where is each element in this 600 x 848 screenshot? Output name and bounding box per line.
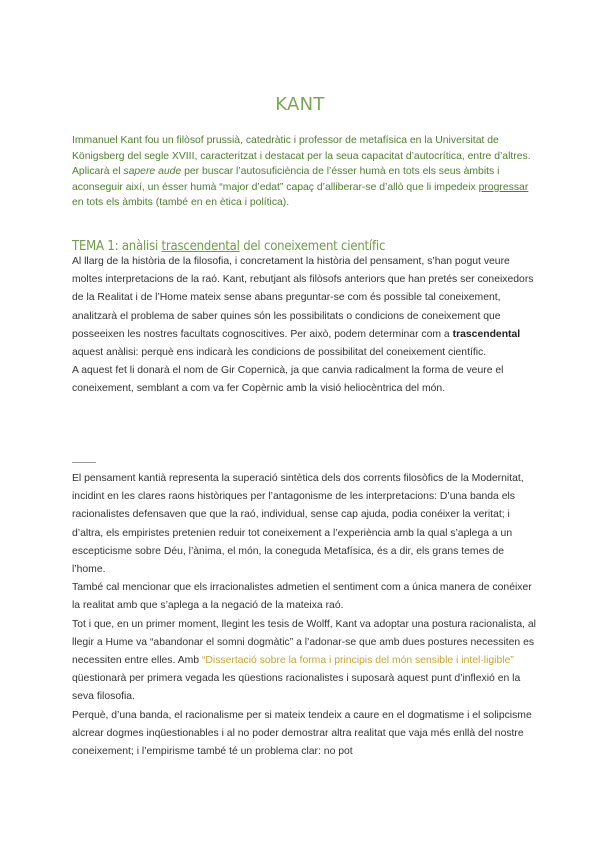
paragraph-1-text-2: aquest anàlisi: perquè ens indicarà les condicions de possibilitat del coneixement científic. [72, 347, 487, 359]
paragraph-1-main [72, 253, 537, 362]
intro-underlined-word: progressar [478, 181, 529, 193]
paragraph-2-c-text-1: Tot i que, en un primer moment, llegint les tesis de Wolff, Kant va adoptar una postura racionalista, al llegir a Hume va “abandonar el somni dogmàtic” a l’adonar-se que amb dues postures necessiten es necessiten entre elles. Amb [72, 618, 536, 667]
intro-text-2: per buscar l’autosuficiència de l’ésser humà en tots els seus àmbits i aconseguir així, un ésser humà “major d’edat” capaç d’alliberar-se d’allò que li impedeix [72, 166, 500, 193]
section-heading [72, 239, 385, 254]
section-heading-underlined: trascendental [161, 239, 240, 254]
paragraph-2 [72, 470, 537, 761]
paragraph-1-text-1: Al llarg de la història de la filosofia, i concretament la història del pensament, s’han pogut veure moltes interpretacions de la raó. Kant, rebutjant als filòsofs anteriors que han pretés ser coneixedors de la Realitat i de l’Home mateix sense abans preguntar-se com és possible tal coneixement, analitzarà el problema de saber quines són les possibilitats o condicions de coneixement que posseeixen les nostres facultats cognoscitives. Per això, podem determinar com a [72, 256, 534, 340]
paragraph-2-c [72, 616, 537, 707]
section-heading-prefix: TEMA 1: anàlisi [72, 239, 162, 254]
paragraph-1-second: A aquest fet li donarà el nom de Gir Copernicà, ja que canvia radicalment la forma de veure el coneixement, semblant a com va fer Copèrnic amb la visió heliocèntrica del món. [72, 365, 504, 395]
intro-italic-phrase: sapere aude [123, 166, 182, 177]
paragraph-2-d: Perquè, d’una banda, el racionalisme per si mateix tendeix a caure en el dogmatisme i el solipcisme alcrear dogmes inqüestionables i al no poder demostrar altra realitat que vaja més enllà del nostre coneixement; i l’empirisme també té un problema clar: no pot [72, 709, 532, 758]
intro-paragraph [72, 133, 532, 211]
document-title: KANT [275, 94, 325, 115]
paragraph-2-b: També cal mencionar que els irracionalistes admetien el sentiment com a única manera de conéixer la realitat amb que s’aplega a la negació de la mateixa raó. [72, 582, 532, 612]
dissertation-link[interactable]: “Dissertació sobre la forma i principis del món sensible i intel·ligible” [201, 655, 514, 667]
paragraph-2-a: El pensament kantià representa la superació sintètica dels dos corrents filosòfics de la Modernitat, incidint en les clares raons històriques per l’antagonisme de les interpretacions: D’una banda els racionalistes defensaven que que la raó, individual, sense cap ajuda, podia conéixer la veritat; i d’altra, els empiristes pretenien reduir tot coneixement a l’experiència amb la qual s’aplega a un escepticisme sobre Déu, l’ànima, el món, la coneguda Metafísica, és a dir, els grans temes de l’home. [72, 473, 524, 576]
intro-text-1: Immanuel Kant fou un filòsof prussià, catedràtic i professor de metafísica en la Universitat de Königsberg del segle XVIII, caracteritzat i destacat per la seua capacitat d’autocrítica, entre d’altres. Aplicarà el [72, 135, 531, 177]
intro-text-3: en tots els àmbits (també en en ètica i política). [72, 197, 290, 208]
paragraph-1-bold-term: trascendental [452, 328, 521, 340]
section-heading-suffix: del coneixement científic [239, 239, 386, 254]
paragraph-1 [72, 253, 537, 399]
paragraph-2-c-text-2: qüestionarà per primera vegada les qüestions racionalistes i suposarà aquest punt d’inflexió en la seva filosofia. [72, 673, 521, 703]
separator-line [72, 462, 96, 463]
